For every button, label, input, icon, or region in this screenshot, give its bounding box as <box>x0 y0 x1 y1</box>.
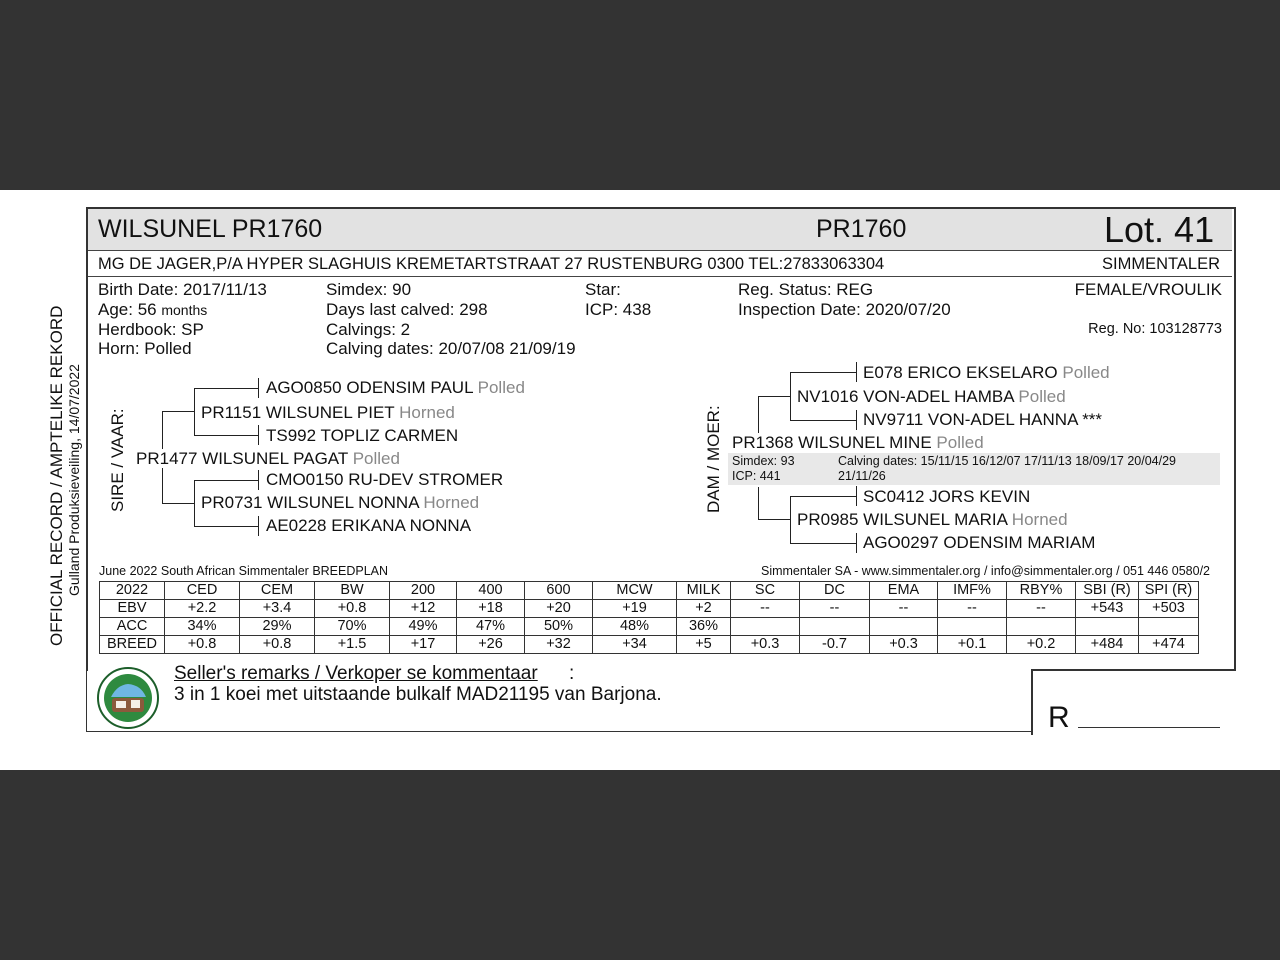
ebv-cell <box>1007 618 1076 636</box>
ebv-cell: +0.8 <box>165 636 240 654</box>
ebv-header-cell: CEM <box>240 582 315 600</box>
dam-dam-sire: SC0412 JORS KEVIN <box>863 487 1031 506</box>
inspection-date: Inspection Date: 2020/07/20 <box>738 300 951 319</box>
dam-dam: PR0985 WILSUNEL MARIA Horned <box>797 510 1068 529</box>
age-unit: months <box>161 302 208 318</box>
dam-label: DAM / MOER: <box>704 405 723 513</box>
ebv-cell: +543 <box>1076 600 1139 618</box>
official-record-label: OFFICIAL RECORD / AMPTELIKE REKORD <box>47 305 66 646</box>
animal-code: PR1760 <box>816 215 907 243</box>
age: Age: 56 months <box>98 300 208 319</box>
ebv-cell: -- <box>870 600 938 618</box>
ebv-row-ebv <box>100 600 1199 618</box>
ebv-cell: 47% <box>457 618 525 636</box>
ebv-cell: +503 <box>1139 600 1199 618</box>
lot-card <box>86 207 1234 733</box>
ebv-header-cell: RBY% <box>1007 582 1076 600</box>
reg-number: Reg. No: 103128773 <box>1088 321 1222 337</box>
ebv-cell: +12 <box>390 600 457 618</box>
ebv-header-cell: IMF% <box>938 582 1007 600</box>
ebv-cell <box>1076 618 1139 636</box>
ebv-cell <box>938 618 1007 636</box>
dam-sire: NV1016 VON-ADEL HAMBA Polled <box>797 387 1066 406</box>
star: Star: <box>585 280 621 299</box>
dam-sire-sire: E078 ERICO EKSELARO Polled <box>863 363 1110 382</box>
ebv-header-cell: CED <box>165 582 240 600</box>
breed-name: SIMMENTALER <box>1102 255 1220 273</box>
herdbook: Herdbook: SP <box>98 320 204 339</box>
birth-date: Birth Date: 2017/11/13 <box>98 280 267 299</box>
ebv-cell: +1.5 <box>315 636 390 654</box>
title-bar <box>88 209 1232 251</box>
ebv-cell: 48% <box>593 618 677 636</box>
ebv-cell: 70% <box>315 618 390 636</box>
ebv-header-cell: MILK <box>677 582 731 600</box>
ebv-header-cell: MCW <box>593 582 677 600</box>
remarks-title: Seller's remarks / Verkoper se kommentaar <box>174 663 538 684</box>
ebv-header-cell: 2022 <box>100 582 165 600</box>
ebv-cell: -- <box>800 600 870 618</box>
ebv-cell: +3.4 <box>240 600 315 618</box>
ebv-cell: 50% <box>525 618 593 636</box>
ebv-cell: +0.8 <box>240 636 315 654</box>
sire-label: SIRE / VAAR: <box>108 408 127 512</box>
dam-stats <box>728 453 1220 485</box>
owner-bar <box>88 251 1232 277</box>
ebv-cell: +2 <box>677 600 731 618</box>
dam-simdex: Simdex: 93 <box>732 454 795 468</box>
ebv-cell: +0.8 <box>315 600 390 618</box>
sire-sire: PR1151 WILSUNEL PIET Horned <box>201 403 455 422</box>
ebv-cell: +0.3 <box>731 636 800 654</box>
ebv-cell: +0.3 <box>870 636 938 654</box>
ebv-header-cell: SPI (R) <box>1139 582 1199 600</box>
sire-sire-sire: AGO0850 ODENSIM PAUL Polled <box>266 378 525 397</box>
ebv-cell: +0.1 <box>938 636 1007 654</box>
ebv-cell: -- <box>731 600 800 618</box>
ebv-header-cell: EMA <box>870 582 938 600</box>
owner-line: MG DE JAGER,P/A HYPER SLAGHUIS KREMETARTSTRAAT 27 RUSTENBURG 0300 TEL:27833063304 <box>98 255 885 273</box>
ebv-header-cell: 200 <box>390 582 457 600</box>
ebv-cell: -- <box>938 600 1007 618</box>
ebv-header-cell: 400 <box>457 582 525 600</box>
dam-calving-dates: Calving dates: 15/11/15 16/12/07 17/11/13 18/09/17 20/04/29 <box>838 454 1177 468</box>
ebv-cell: +17 <box>390 636 457 654</box>
sire: PR1477 WILSUNEL PAGAT Polled <box>136 449 400 468</box>
ebv-cell: ACC <box>100 618 165 636</box>
horn-status: Horn: Polled <box>98 339 192 358</box>
ebv-cell: 29% <box>240 618 315 636</box>
dam: PR1368 WILSUNEL MINE Polled <box>732 433 984 452</box>
ebv-cell <box>870 618 938 636</box>
ebv-cell: +26 <box>457 636 525 654</box>
ebv-row-acc <box>100 618 1199 636</box>
ebv-cell: +2.2 <box>165 600 240 618</box>
contact-note: Simmentaler SA - www.simmentaler.org / info@simmentaler.org / 051 446 0580/2 <box>760 564 1210 578</box>
simmentaler-logo-icon <box>97 667 159 729</box>
ebv-cell: -0.7 <box>800 636 870 654</box>
sale-label: Gulland Produksieveiling, 14/07/2022 <box>66 364 82 596</box>
remarks-title-colon: : <box>569 663 575 684</box>
breedplan-note: June 2022 South African Simmentaler BREEDPLAN <box>99 564 389 578</box>
ebv-cell: +484 <box>1076 636 1139 654</box>
ebv-cell: +18 <box>457 600 525 618</box>
sire-dam: PR0731 WILSUNEL NONNA Horned <box>201 493 480 512</box>
ebv-cell: +34 <box>593 636 677 654</box>
days-last-calved: Days last calved: 298 <box>326 300 488 319</box>
ebv-header-cell: BW <box>315 582 390 600</box>
ebv-cell: +32 <box>525 636 593 654</box>
sire-dam-dam: AE0228 ERIKANA NONNA <box>266 516 472 535</box>
dam-dam-dam: AGO0297 ODENSIM MARIAM <box>863 533 1096 552</box>
dam-sire-dam: NV9711 VON-ADEL HANNA *** <box>863 410 1103 429</box>
ebv-cell <box>1139 618 1199 636</box>
signature-mark: R <box>1048 701 1070 734</box>
ebv-cell <box>731 618 800 636</box>
ebv-header-row <box>100 582 1199 600</box>
icp: ICP: 438 <box>585 300 652 319</box>
ebv-table <box>99 581 1199 654</box>
sex: FEMALE/VROULIK <box>1074 280 1222 299</box>
dam-calving-dates-cont: 21/11/26 <box>838 469 886 483</box>
ebv-header-cell: SC <box>731 582 800 600</box>
ebv-cell: BREED <box>100 636 165 654</box>
ebv-header-cell: 600 <box>525 582 593 600</box>
ebv-cell: 49% <box>390 618 457 636</box>
ebv-cell: 36% <box>677 618 731 636</box>
signature-line <box>1078 727 1220 728</box>
ebv-row-breed <box>100 636 1199 654</box>
ebv-cell: +20 <box>525 600 593 618</box>
ebv-cell <box>800 618 870 636</box>
ebv-header-cell: DC <box>800 582 870 600</box>
calvings: Calvings: 2 <box>326 320 411 339</box>
ebv-cell: 34% <box>165 618 240 636</box>
lot-number: Lot. 41 <box>1104 209 1215 250</box>
dam-icp: ICP: 441 <box>732 469 781 483</box>
calving-dates: Calving dates: 20/07/08 21/09/19 <box>326 339 576 358</box>
animal-name: WILSUNEL PR1760 <box>98 215 323 243</box>
ebv-cell: EBV <box>100 600 165 618</box>
ebv-cell: +0.2 <box>1007 636 1076 654</box>
ebv-cell: +19 <box>593 600 677 618</box>
remarks-text: 3 in 1 koei met uitstaande bulkalf MAD21195 van Barjona. <box>174 684 662 705</box>
sire-sire-dam: TS992 TOPLIZ CARMEN <box>266 426 459 445</box>
sire-dam-sire: CMO0150 RU-DEV STROMER <box>266 470 504 489</box>
reg-status: Reg. Status: REG <box>738 280 874 299</box>
ebv-cell: -- <box>1007 600 1076 618</box>
ebv-cell: +5 <box>677 636 731 654</box>
ebv-cell: +474 <box>1139 636 1199 654</box>
ebv-header-cell: SBI (R) <box>1076 582 1139 600</box>
simdex: Simdex: 90 <box>326 280 412 299</box>
